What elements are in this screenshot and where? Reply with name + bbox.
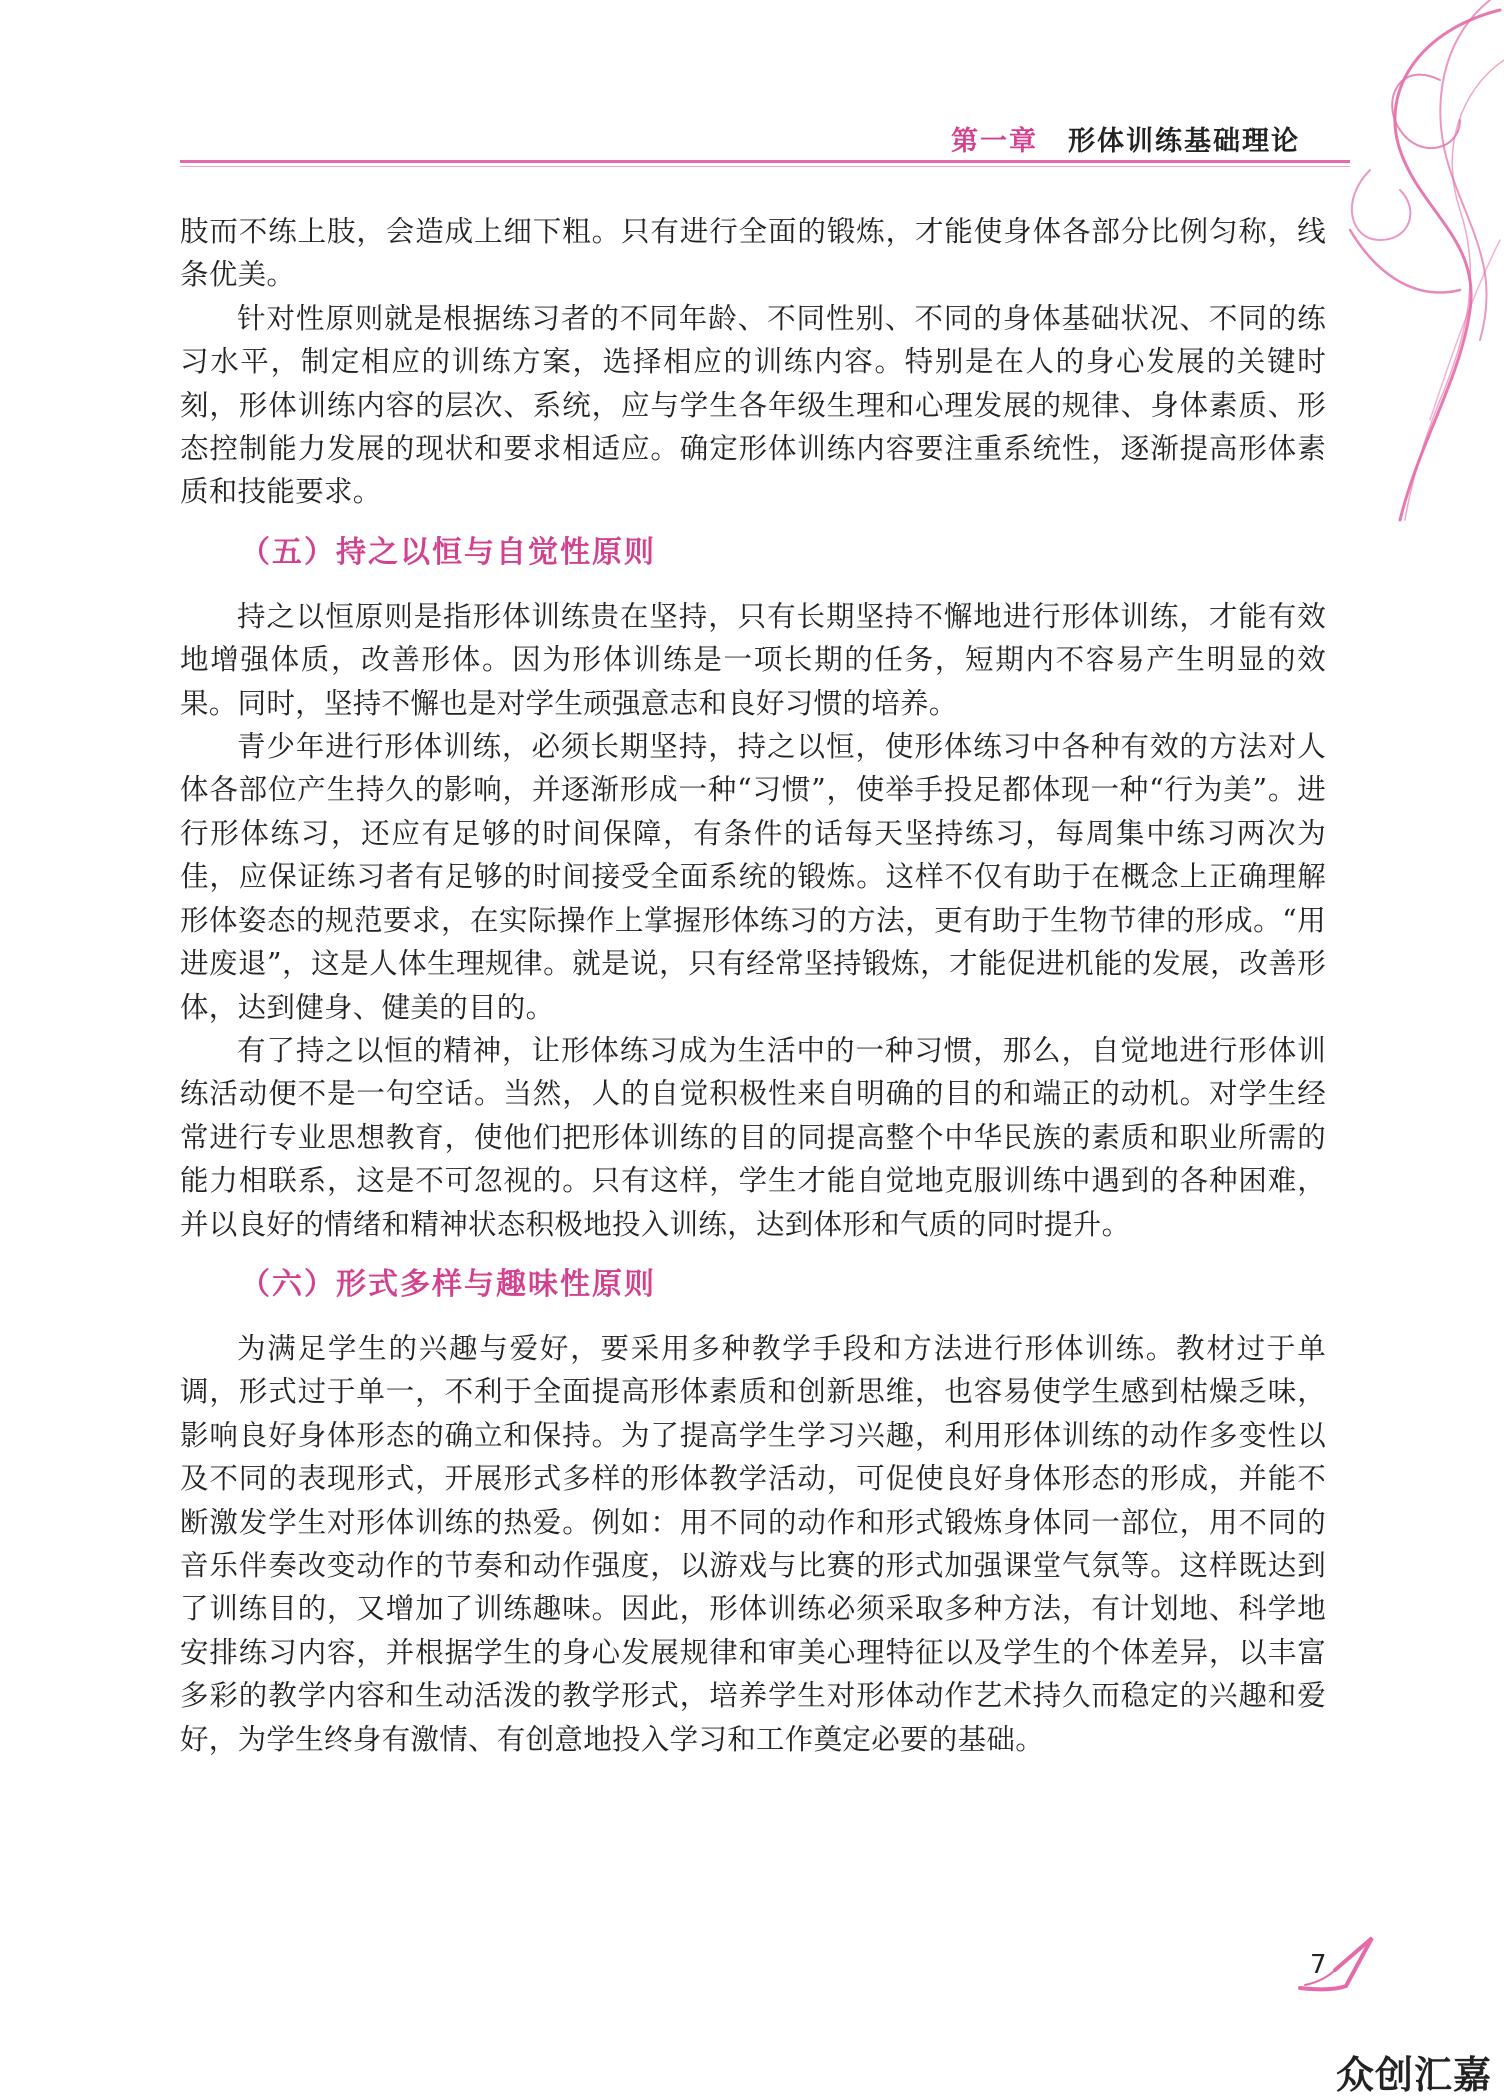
paragraph-continued: 肢而不练上肢，会造成上细下粗。只有进行全面的锻炼，才能使身体各部分比例匀称，线条优美。 — [180, 215, 1326, 292]
paragraph-perseverance-2: 青少年进行形体训练，必须长期坚持，持之以恒，使形体练习中各种有效的方法对人体各部位产生持久的影响，并逐渐形成一种“习惯”，使举手投足都体现一种“行为美”。进行形体练习，还应有足够的时间保障，有条件的话每天坚持练习，每周集中练习两次为佳，应保证练习者有足够的时间接受全面系统的锻炼。这样不仅有助于在概念上正确理解形体姿态的规范要求，在实际操作上掌握形体练习的方法，更有助于生物节律的形成。“用进废退”，这是人体生理规律。就是说，只有经常坚持锻炼，才能促进机能的发展，改善形体，达到健身、健美的目的。 — [180, 730, 1326, 1024]
paragraph-variety-interest: 为满足学生的兴趣与爱好，要采用多种教学手段和方法进行形体训练。教材过于单调，形式过于单一，不利于全面提高形体素质和创新思维，也容易使学生感到枯燥乏味，影响良好身体形态的确立和保持。为了提高学生学习兴趣，利用形体训练的动作多变性以及不同的表现形式，开展形式多样的形体教学活动，可促使良好身体形态的形成，并能不断激发学生对形体训练的热爱。例如：用不同的动作和形式锻炼身体同一部位，用不同的音乐伴奏改变动作的节奏和动作强度，以游戏与比赛的形式加强课堂气氛等。这样既达到了训练目的，又增加了训练趣味。因此，形体训练必须采取多种方法，有计划地、科学地安排练习内容，并根据学生的身心发展规律和审美心理特征以及学生的个体差异，以丰富多彩的教学内容和生动活泼的教学形式，培养学生对形体动作艺术持久而稳定的兴趣和爱好，为学生终身有激情、有创意地投入学习和工作奠定必要的基础。 — [180, 1331, 1326, 1756]
chapter-label: 第一章 — [951, 125, 1038, 157]
header-rule-thin — [180, 166, 1350, 167]
page-body — [180, 210, 1326, 1761]
chapter-title: 形体训练基础理论 — [1068, 125, 1300, 157]
header-rule — [180, 160, 1350, 163]
paragraph-perseverance-3: 有了持之以恒的精神，让形体练习成为生活中的一种习惯，那么，自觉地进行形体训练活动便不是一句空话。当然，人的自觉积极性来自明确的目的和端正的动机。对学生经常进行专业思想教育，使他们把形体训练的目的同提高整个中华民族的素质和职业所需的能力相联系，这是不可忽视的。只有这样，学生才能自觉地克服训练中遇到的各种困难，并以良好的情绪和精神状态积极地投入训练，达到体形和气质的同时提升。 — [180, 1033, 1326, 1241]
section-heading-5: （五）持之以恒与自觉性原则 — [240, 534, 656, 570]
watermark-text: 众创汇嘉 — [1336, 2053, 1493, 2097]
page-number: 7 — [1310, 1950, 1327, 1980]
paragraph-perseverance-1: 持之以恒原则是指形体训练贵在坚持，只有长期坚持不懈地进行形体训练，才能有效地增强体质，改善形体。因为形体训练是一项长期的任务，短期内不容易产生明显的效果。同时，坚持不懈也是对学生顽强意志和良好习惯的培养。 — [180, 599, 1326, 720]
paragraph-targeted-principle: 针对性原则就是根据练习者的不同年龄、不同性别、不同的身体基础状况、不同的练习水平，制定相应的训练方案，选择相应的训练内容。特别是在人的身心发展的关键时刻，形体训练内容的层次、系统，应与学生各年级生理和心理发展的规律、身体素质、形态控制能力发展的现状和要求相适应。确定形体训练内容要注重系统性，逐渐提高形体素质和技能要求。 — [180, 301, 1326, 509]
section-heading-6: （六）形式多样与趣味性原则 — [240, 1266, 656, 1302]
running-header — [180, 118, 1300, 158]
